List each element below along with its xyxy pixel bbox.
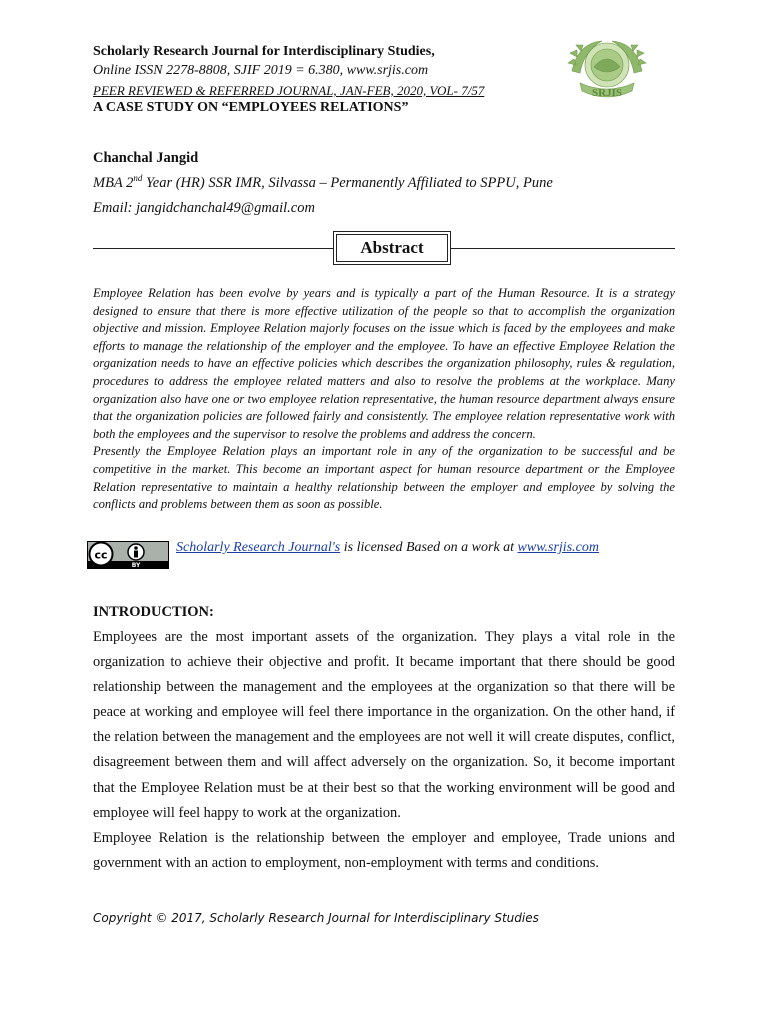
author-name: Chanchal Jangid (93, 150, 199, 166)
abstract-paragraph: Employee Relation has been evolve by years and is typically a part of the Human Resource. It is a strategy designed to ensure that there is more effective utilization of the people so that to accomplish the organization objective and mission. Employee Relation majorly focuses on the issue which is faced by the employees and make efforts to manage the relationship of the employer and the employee. To have an effective Employee Relation the organization needs to have an effective policies which describes the organization philosophy, rules & regulation, procedures to address the employee related matters and also to resolve the problems at the workplace. Many organization also have one or two employee relation representative, the human resource department always ensure that the organization policies are followed fairly and consistently. The employee relation representative work with both the employees and the supervisor to resolve the problems and address the concern. (93, 286, 675, 441)
rule-right (451, 248, 675, 249)
srjis-logo (558, 33, 656, 105)
license-middle-text: is licensed Based on a work at (340, 540, 518, 555)
abstract-paragraph: Presently the Employee Relation plays an important role in any of the organization to be successful and be competitive in the market. This become an important aspect for human resource department or the Employee Relation representative to maintain a healthy relationship between the employer and employee by solving the conflicts and problems between them as soon as possible. (93, 444, 675, 512)
abstract-heading: Abstract (336, 234, 448, 262)
license-line (176, 540, 599, 556)
journal-license-link[interactable]: Scholarly Research Journal's (176, 540, 341, 555)
intro-paragraph: Employees are the most important assets of the organization. They plays a vital role in the organization to achieve their objective and profit. It became important that there should be good relationship between the management and the employees at the organization so that there will be peace at working and employee will feel there importance in the organization. On the other hand, if the relation between the management and the employees are not well it will create disputes, conflict, disagreement between them and will affect adversely on the organization. So, it become important that the Employee Relation must be at their best so that the working environment will be good and employee will feel happy to work at the organization. (93, 629, 675, 821)
issue-line: PEER REVIEWED & REFERRED JOURNAL, JAN-FEB, 2020, VOL- 7/57 (93, 83, 485, 98)
affiliation-pre: MBA 2 (93, 174, 134, 191)
badge-by-text: BY (131, 562, 141, 569)
abstract-body (93, 285, 675, 514)
abstract-heading-box (333, 231, 451, 265)
rule-left (93, 248, 333, 249)
author-affiliation (93, 173, 553, 192)
affiliation-sup: nd (133, 173, 143, 183)
cc-by-badge[interactable] (87, 541, 169, 569)
copyright-footer: Copyright © 2017, Scholarly Research Journal for Interdisciplinary Studies (93, 911, 539, 925)
affiliation-post: Year (HR) SSR IMR, Silvassa – Permanently Affiliated to SPPU, Pune (142, 174, 553, 191)
logo-text: SRJIS (592, 87, 622, 99)
author-email: Email: jangidchanchal49@gmail.com (93, 200, 315, 216)
introduction-body (93, 625, 675, 876)
site-link[interactable]: www.srjis.com (517, 540, 599, 555)
journal-name: Scholarly Research Journal for Interdisciplinary Studies, (93, 44, 435, 59)
issn-line: Online ISSN 2278-8808, SJIF 2019 = 6.380, www.srjis.com (93, 63, 429, 78)
article-title: A CASE STUDY ON “EMPLOYEES RELATIONS” (93, 100, 409, 115)
introduction-heading: INTRODUCTION: (93, 604, 214, 620)
svg-text:cc: cc (94, 548, 108, 562)
intro-paragraph: Employee Relation is the relationship between the employer and employee, Trade unions and government with an action to employment, non-employment with terms and conditions. (93, 829, 675, 871)
